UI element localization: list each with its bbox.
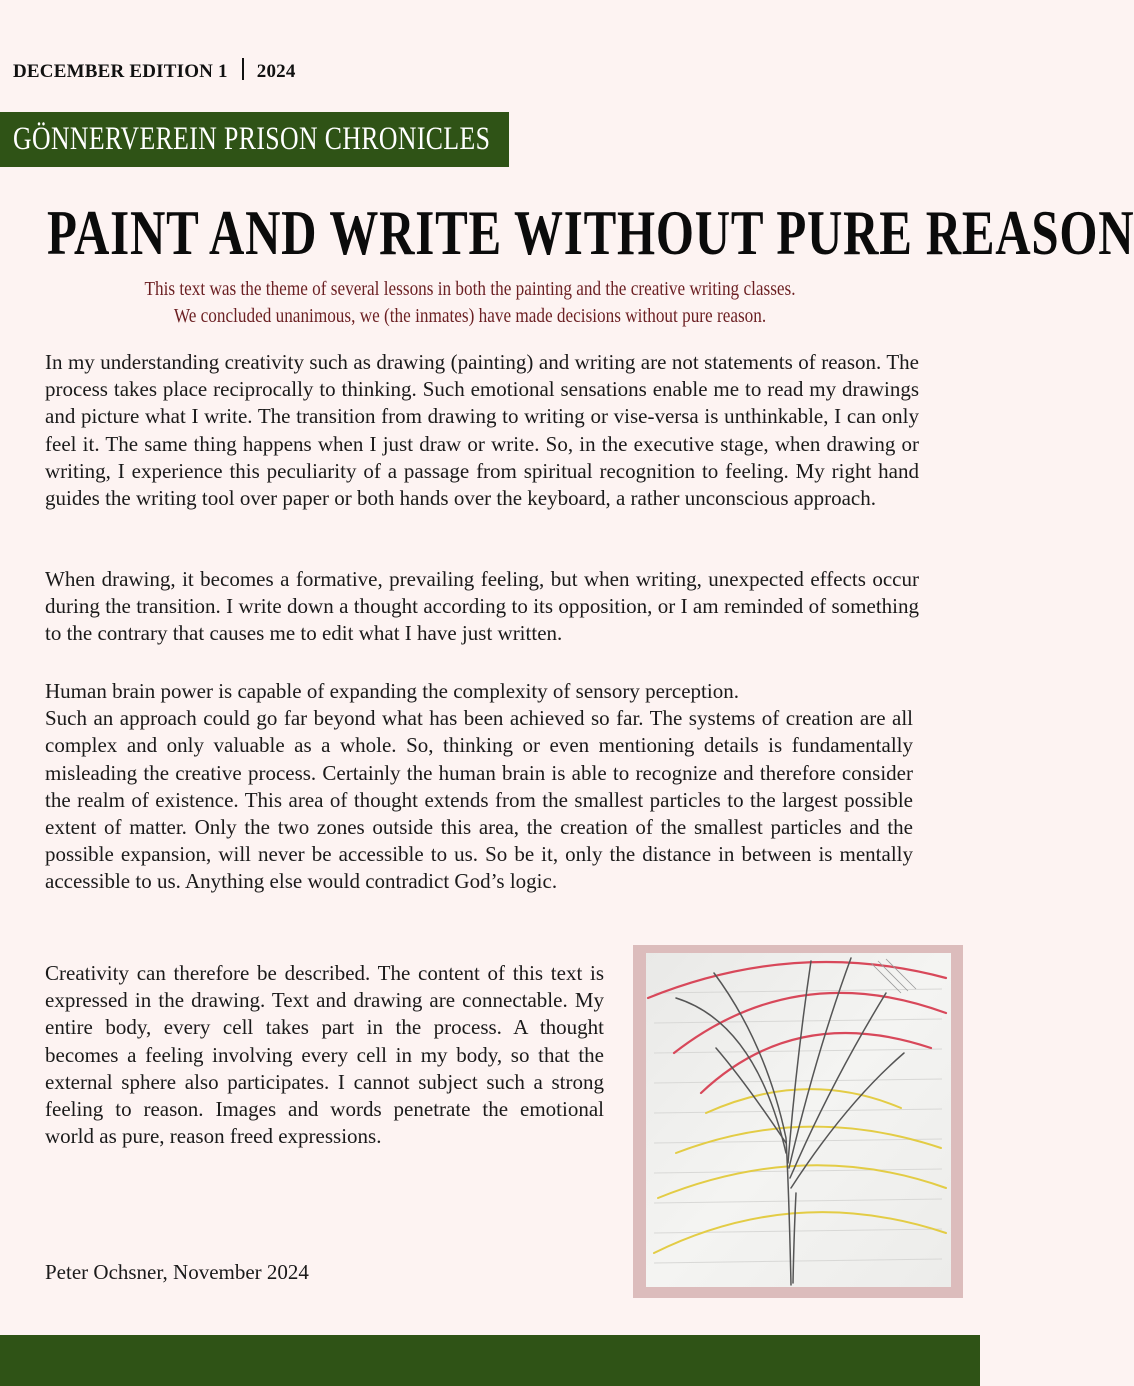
article-subtitle bbox=[40, 276, 900, 330]
edition-label: DECEMBER EDITION 1 bbox=[13, 61, 228, 82]
paragraph-3-lead: Human brain power is capable of expanding the complexity of sensory perception. bbox=[45, 679, 739, 703]
edition-line bbox=[13, 58, 296, 83]
edition-year: 2024 bbox=[256, 61, 296, 82]
publication-banner bbox=[0, 112, 509, 167]
article-headline: PAINT AND WRITE WITHOUT PURE REASON bbox=[47, 197, 1134, 268]
subtitle-line-2: We concluded unanimous, we (the inmates) have made decisions without pure reason. bbox=[173, 305, 767, 327]
paragraph-2: When drawing, it becomes a formative, prevailing feeling, but when writing, unexpected effects occur during the transition. I write down a thought according to its opposition, or I am reminded of something to the contrary that causes me to edit what I have just written. bbox=[45, 567, 919, 646]
publication-title: GÖNNERVEREIN PRISON CHRONICLES bbox=[13, 121, 491, 157]
pencil-drawing-image bbox=[646, 953, 951, 1287]
subtitle-line-1: This text was the theme of several lessons in both the painting and the creative writing classes. bbox=[144, 278, 796, 300]
paragraph-4: Creativity can therefore be described. The content of this text is expressed in the drawing. Text and drawing are connectable. My entire body, every cell takes part in the process. A thought becomes a feeling involving every cell in my body, so that the external sphere also participates. I cannot subject such a strong feeling to reason. Images and words penetrate the emotional world as pure, reason freed expressions. bbox=[45, 961, 604, 1149]
paragraph-3 bbox=[45, 678, 913, 896]
article-signature: Peter Ochsner, November 2024 bbox=[45, 1260, 309, 1284]
paragraph-3-body: Such an approach could go far beyond what has been achieved so far. The systems of creation are all complex and only valuable as a whole. So, thinking or even mentioning details is fundamentally misleading the creative process. Certainly the human brain is able to recognize and therefore consider the realm of existence. This area of thought extends from the smallest particles to the largest possible extent of matter. Only the two zones outside this area, the creation of the smallest particles and the possible expansion, will never be accessible to us. So be it, only the distance in between is mentally accessible to us. Anything else would contradict God’s logic. bbox=[45, 706, 913, 894]
paragraph-1: In my understanding creativity such as drawing (painting) and writing are not statements of reason. The process takes place reciprocally to thinking. Such emotional sensations enable me to read my drawings and picture what I write. The transition from drawing to writing or vise-versa is unthinkable, I can only feel it. The same thing happens when I just draw or write. So, in the executive stage, when drawing or writing, I experience this peculiarity of a passage from spiritual recognition to feeling. My right hand guides the writing tool over paper or both hands over the keyboard, a rather unconscious approach. bbox=[45, 350, 919, 511]
footer-bar bbox=[0, 1335, 980, 1386]
edition-divider bbox=[242, 58, 244, 80]
